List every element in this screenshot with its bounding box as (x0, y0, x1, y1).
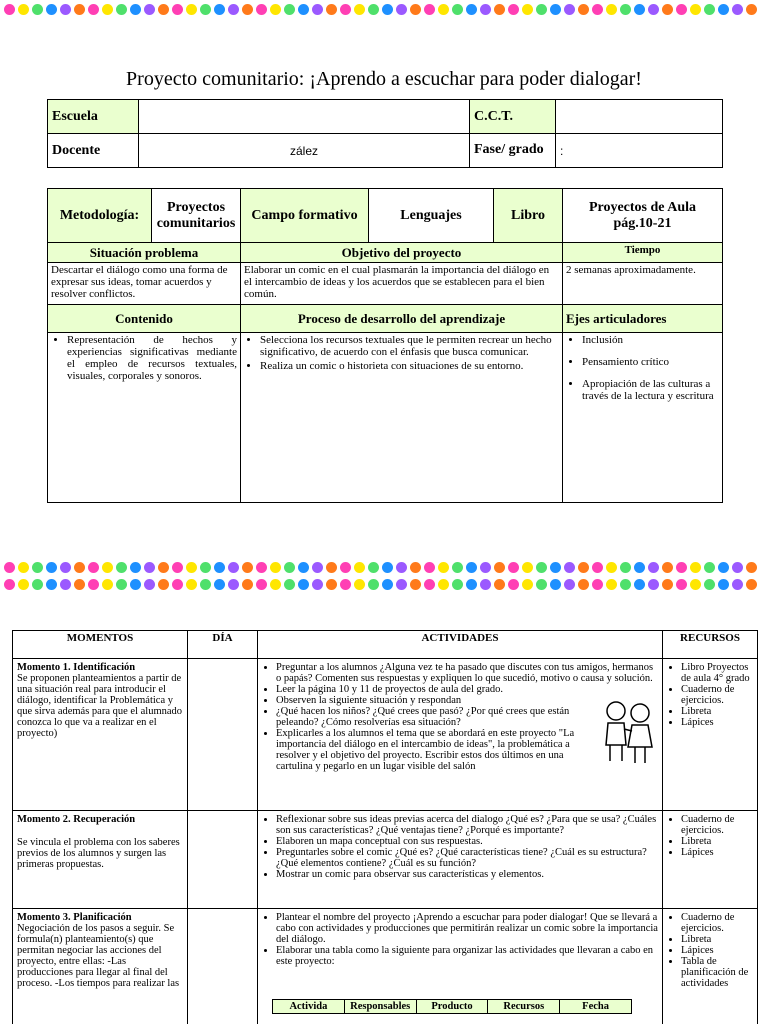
dot-decoration (578, 562, 589, 573)
docente-value: zález (139, 134, 470, 168)
activity-item: • Mostrar un comic para observar sus características y elementos. (276, 869, 658, 880)
dot-decoration (242, 562, 253, 573)
dot-decoration (494, 562, 505, 573)
dot-decoration (438, 579, 449, 590)
dot-decoration (312, 579, 323, 590)
dot-decoration (186, 4, 197, 15)
dot-decoration (410, 579, 421, 590)
dot-decoration (4, 4, 15, 15)
eje-item: • Inclusión (582, 334, 719, 346)
dot-decoration (46, 562, 57, 573)
dot-decoration (144, 4, 155, 15)
dot-decoration (410, 4, 421, 15)
dot-decoration (550, 4, 561, 15)
moment-title: Momento 2. Recuperación (17, 814, 136, 825)
cct-value (556, 100, 723, 134)
dot-decoration (606, 562, 617, 573)
table-row (13, 659, 758, 811)
dot-decoration (144, 579, 155, 590)
dot-decoration (718, 562, 729, 573)
tiempo-label: Tiempo (563, 243, 723, 263)
planning-activities-table (272, 999, 632, 1014)
cct-label: C.C.T. (470, 100, 556, 134)
dot-decoration (284, 562, 295, 573)
dot-decoration (298, 579, 309, 590)
activity-item: • Preguntar a los alumnos ¿Alguna vez te ha pasado que discutes con tus amigos, hermanos o papás? Comenten sus respuestas y expliquen lo que sucedió, motivo o causa y solución. (276, 662, 658, 684)
dot-decoration (410, 562, 421, 573)
dot-decoration (648, 4, 659, 15)
planning-table-header: Fecha (560, 1000, 632, 1014)
dot-decoration (4, 562, 15, 573)
dot-decoration (158, 4, 169, 15)
dot-decoration (256, 579, 267, 590)
dot-decoration (382, 579, 393, 590)
dot-decoration (634, 4, 645, 15)
dot-decoration (158, 579, 169, 590)
dot-decoration (704, 562, 715, 573)
activity-item: • Elaborar una tabla como la siguiente para organizar las actividades que llevaran a cabo en este proyecto: (276, 945, 658, 967)
dot-decoration (452, 4, 463, 15)
dot-decoration (382, 562, 393, 573)
dot-decoration (228, 562, 239, 573)
dot-decoration (718, 4, 729, 15)
dot-decoration (74, 562, 85, 573)
dot-decoration (354, 579, 365, 590)
dot-decoration (690, 579, 701, 590)
metodologia-label: Metodología: (48, 189, 152, 243)
dot-decoration (690, 562, 701, 573)
moment-title: Momento 3. Planificación (17, 912, 132, 923)
dot-decoration (186, 579, 197, 590)
tiempo-text: 2 semanas aproximadamente. (563, 263, 723, 305)
dot-decoration (130, 579, 141, 590)
dot-decoration (480, 579, 491, 590)
activity-item: • Elaboren un mapa conceptual con sus respuestas. (276, 836, 658, 847)
fase-value: : (556, 134, 723, 168)
campo-label: Campo formativo (241, 189, 369, 243)
dot-decoration (606, 4, 617, 15)
dot-decoration (704, 4, 715, 15)
dot-decoration (326, 4, 337, 15)
campo-value: Lenguajes (369, 189, 494, 243)
dot-decoration (648, 562, 659, 573)
dot-decoration (648, 579, 659, 590)
activities-header: ACTIVIDADES (258, 631, 663, 659)
dot-decoration (186, 562, 197, 573)
dot-decoration (676, 4, 687, 15)
dot-decoration (116, 579, 127, 590)
libro-value: Proyectos de Aula pág.10-21 (563, 189, 723, 243)
dot-decoration (396, 4, 407, 15)
dot-decoration (522, 579, 533, 590)
dot-decoration (242, 579, 253, 590)
dot-decoration (284, 579, 295, 590)
dot-decoration (746, 562, 757, 573)
dot-decoration (32, 579, 43, 590)
dot-decoration (326, 562, 337, 573)
activity-item: • Leer la página 10 y 11 de proyectos de aula del grado. (276, 684, 658, 695)
dot-decoration (214, 579, 225, 590)
dot-decoration (382, 4, 393, 15)
situacion-label: Situación problema (48, 243, 241, 263)
resources-header: RECURSOS (663, 631, 758, 659)
planning-table-header: Responsables (344, 1000, 416, 1014)
dot-decoration (494, 4, 505, 15)
dot-decoration (172, 4, 183, 15)
dot-border-top (4, 4, 764, 18)
dot-decoration (130, 562, 141, 573)
dot-decoration (102, 4, 113, 15)
proceso-item: • Selecciona los recursos textuales que le permiten recrear un hecho significativo, de acuerdo con el énfasis que busca comunicar. (260, 334, 559, 358)
eje-item: • Pensamiento crítico (582, 356, 719, 368)
activities-list (262, 912, 658, 967)
dot-decoration (312, 562, 323, 573)
dot-decoration (746, 4, 757, 15)
dot-decoration (340, 4, 351, 15)
dot-decoration (634, 579, 645, 590)
dot-decoration (270, 562, 281, 573)
dot-decoration (60, 4, 71, 15)
day-cell (188, 659, 258, 811)
dot-decoration (480, 562, 491, 573)
planning-table-header: Activida (273, 1000, 345, 1014)
escuela-label: Escuela (48, 100, 139, 134)
proceso-list (244, 334, 559, 372)
resource-item: • Cuaderno de ejercicios. (681, 814, 753, 836)
dot-decoration (354, 562, 365, 573)
moments-header: MOMENTOS (13, 631, 188, 659)
dot-decoration (88, 579, 99, 590)
eje-item: • Apropiación de las culturas a través de la lectura y escritura (582, 378, 719, 402)
dot-decoration (4, 579, 15, 590)
dot-decoration (508, 4, 519, 15)
dot-decoration (158, 562, 169, 573)
activity-item: • Observen la siguiente situación y respondan (276, 695, 658, 706)
dot-decoration (130, 4, 141, 15)
dot-decoration (620, 579, 631, 590)
dot-decoration (704, 579, 715, 590)
dot-decoration (270, 4, 281, 15)
arguing-kids-illustration (598, 697, 658, 767)
project-table (47, 188, 723, 503)
resource-item: • Libreta (681, 934, 753, 945)
resource-item: • Lápices (681, 847, 753, 858)
dot-decoration (312, 4, 323, 15)
dot-decoration (116, 562, 127, 573)
dot-decoration (200, 4, 211, 15)
dot-decoration (676, 579, 687, 590)
dot-decoration (592, 562, 603, 573)
dot-decoration (60, 579, 71, 590)
dot-decoration (438, 4, 449, 15)
dot-decoration (172, 562, 183, 573)
dot-decoration (564, 579, 575, 590)
dot-decoration (368, 579, 379, 590)
dot-decoration (578, 579, 589, 590)
dot-decoration (732, 579, 743, 590)
dot-decoration (606, 579, 617, 590)
activity-item: • Reflexionar sobre sus ideas previas acerca del dialogo ¿Qué es? ¿Para que se usa? ¿Cuáles son sus características? ¿Qué ventajas tiene? ¿Porqué es importante? (276, 814, 658, 836)
dot-decoration (368, 562, 379, 573)
dot-decoration (340, 579, 351, 590)
dot-decoration (396, 562, 407, 573)
dot-border-middle-2 (4, 579, 764, 593)
school-info-table (47, 99, 723, 168)
dot-decoration (634, 562, 645, 573)
dot-decoration (508, 562, 519, 573)
activities-list (262, 662, 658, 772)
moment-title: Momento 1. Identificación (17, 662, 136, 673)
dot-decoration (256, 4, 267, 15)
dot-decoration (242, 4, 253, 15)
resources-list (667, 814, 753, 858)
resource-item: • Lápices (681, 945, 753, 956)
dot-decoration (732, 4, 743, 15)
dot-decoration (18, 4, 29, 15)
dot-decoration (494, 579, 505, 590)
dot-decoration (466, 562, 477, 573)
dot-decoration (102, 579, 113, 590)
dot-decoration (564, 562, 575, 573)
resource-item: • Cuaderno de ejercicios. (681, 684, 753, 706)
dot-decoration (18, 579, 29, 590)
activity-item: • ¿Qué hacen los niños? ¿Qué crees que pasó? ¿Por qué crees que están peleando? ¿Cómo resolverías esa situación? (276, 706, 658, 728)
planning-table-header: Producto (416, 1000, 488, 1014)
dot-decoration (466, 4, 477, 15)
activity-item: • Preguntarles sobre el comic ¿Qué es? ¿Qué características tiene? ¿Cuál es su estructura? ¿Qué elementos contiene? ¿Cuál es su función? (276, 847, 658, 869)
moments-table (12, 630, 758, 1024)
docente-label: Docente (48, 134, 139, 168)
dot-decoration (88, 562, 99, 573)
dot-decoration (116, 4, 127, 15)
dot-decoration (620, 562, 631, 573)
dot-decoration (284, 4, 295, 15)
dot-decoration (508, 579, 519, 590)
dot-decoration (354, 4, 365, 15)
dot-decoration (368, 4, 379, 15)
dot-decoration (522, 4, 533, 15)
dot-decoration (592, 4, 603, 15)
dot-decoration (578, 4, 589, 15)
dot-decoration (340, 562, 351, 573)
resource-item: • Libro Proyectos de aula 4° grado (681, 662, 753, 684)
proceso-item: • Realiza un comic o historieta con situaciones de su entorno. (260, 360, 559, 372)
dot-decoration (536, 562, 547, 573)
situacion-text: Descartar el diálogo como una forma de expresar sus ideas, tomar acuerdos y resolver conflictos. (48, 263, 241, 305)
dot-decoration (550, 579, 561, 590)
dot-decoration (18, 562, 29, 573)
escuela-value (139, 100, 470, 134)
dot-decoration (550, 562, 561, 573)
dot-decoration (536, 579, 547, 590)
resource-item: • Tabla de planificación de actividades (681, 956, 753, 989)
dot-decoration (228, 579, 239, 590)
dot-decoration (718, 579, 729, 590)
dot-decoration (214, 4, 225, 15)
dot-decoration (620, 4, 631, 15)
dot-border-middle-1 (4, 562, 764, 576)
table-row (13, 811, 758, 909)
dot-decoration (662, 4, 673, 15)
dot-decoration (424, 4, 435, 15)
dot-decoration (424, 562, 435, 573)
day-header: DÍA (188, 631, 258, 659)
dot-decoration (298, 4, 309, 15)
objetivo-text: Elaborar un comic en el cual plasmarán la importancia del diálogo en el intercambio de ideas y los acuerdos que se establecen para el bien común. (241, 263, 563, 305)
moment-description: Se proponen planteamientos a partir de una situación real para introducir el diálogo, identificar la Problemática y que sirva además para que el alumnado conozca lo que va a realizar en el proyecto) (17, 673, 183, 740)
page-title: Proyecto comunitario: ¡Aprendo a escuchar para poder dialogar! (126, 68, 642, 90)
dot-decoration (732, 562, 743, 573)
dot-decoration (480, 4, 491, 15)
dot-decoration (424, 579, 435, 590)
resources-list (667, 662, 753, 728)
resource-item: • Libreta (681, 836, 753, 847)
dot-decoration (200, 562, 211, 573)
metodologia-value: Proyectos comunitarios (152, 189, 241, 243)
libro-label: Libro (494, 189, 563, 243)
ejes-label: Ejes articuladores (563, 305, 723, 333)
dot-decoration (298, 562, 309, 573)
dot-decoration (536, 4, 547, 15)
dot-decoration (662, 562, 673, 573)
dot-decoration (564, 4, 575, 15)
resource-item: • Libreta (681, 706, 753, 717)
dot-decoration (214, 562, 225, 573)
dot-decoration (452, 579, 463, 590)
dot-decoration (32, 4, 43, 15)
dot-decoration (396, 579, 407, 590)
dot-decoration (662, 579, 673, 590)
day-cell (188, 811, 258, 909)
table-row (13, 909, 758, 1024)
dot-decoration (32, 562, 43, 573)
moment-description: Se vincula el problema con los saberes previos de los alumnos y surgen las primeras propuestas. (17, 837, 180, 871)
dot-decoration (88, 4, 99, 15)
moment-description: Negociación de los pasos a seguir. Se formula(n) planteamiento(s) que permitan negociar las acciones del proyecto, entre ellas: -Las producciones para llegar al final del proceso. -Los tiempos para realizar las (17, 923, 180, 990)
dot-decoration (522, 562, 533, 573)
dot-decoration (256, 562, 267, 573)
planning-table-header: Recursos (488, 1000, 560, 1014)
dot-decoration (228, 4, 239, 15)
dot-decoration (46, 579, 57, 590)
dot-decoration (74, 579, 85, 590)
resource-item: • Lápices (681, 717, 753, 728)
resources-list (667, 912, 753, 989)
proceso-label: Proceso de desarrollo del aprendizaje (241, 305, 563, 333)
activity-item: • Plantear el nombre del proyecto ¡Aprendo a escuchar para poder dialogar! Que se llevará a cabo con actividades y producciones que permitirán realizar un comic sobre la importancia del diálogo. (276, 912, 658, 945)
dot-decoration (200, 579, 211, 590)
activity-item: • Explicarles a los alumnos el tema que se abordará en este proyecto "La importancia del diálogo en el intercambio de ideas", la problemática a resolver y el objetivo del proyecto. Escribir estos dos últimos en una cartulina y pegarlo en un lugar visible del salón (276, 728, 658, 772)
contenido-item: • Representación de hechos y experiencias significativas mediante el empleo de recursos textuales, visuales, corporales y sonoros. (67, 334, 237, 382)
objetivo-label: Objetivo del proyecto (241, 243, 563, 263)
dot-decoration (690, 4, 701, 15)
contenido-label: Contenido (48, 305, 241, 333)
dot-decoration (452, 562, 463, 573)
activities-list (262, 814, 658, 880)
dot-decoration (74, 4, 85, 15)
dot-decoration (326, 579, 337, 590)
dot-decoration (102, 562, 113, 573)
dot-decoration (144, 562, 155, 573)
dot-decoration (466, 579, 477, 590)
dot-decoration (60, 562, 71, 573)
ejes-list (566, 334, 719, 402)
day-cell (188, 909, 258, 1024)
dot-decoration (438, 562, 449, 573)
dot-decoration (46, 4, 57, 15)
resource-item: • Cuaderno de ejercicios. (681, 912, 753, 934)
contenido-list (51, 334, 237, 382)
dot-decoration (270, 579, 281, 590)
dot-decoration (172, 579, 183, 590)
dot-decoration (592, 579, 603, 590)
fase-label: Fase/ grado (470, 134, 556, 168)
dot-decoration (746, 579, 757, 590)
dot-decoration (676, 562, 687, 573)
